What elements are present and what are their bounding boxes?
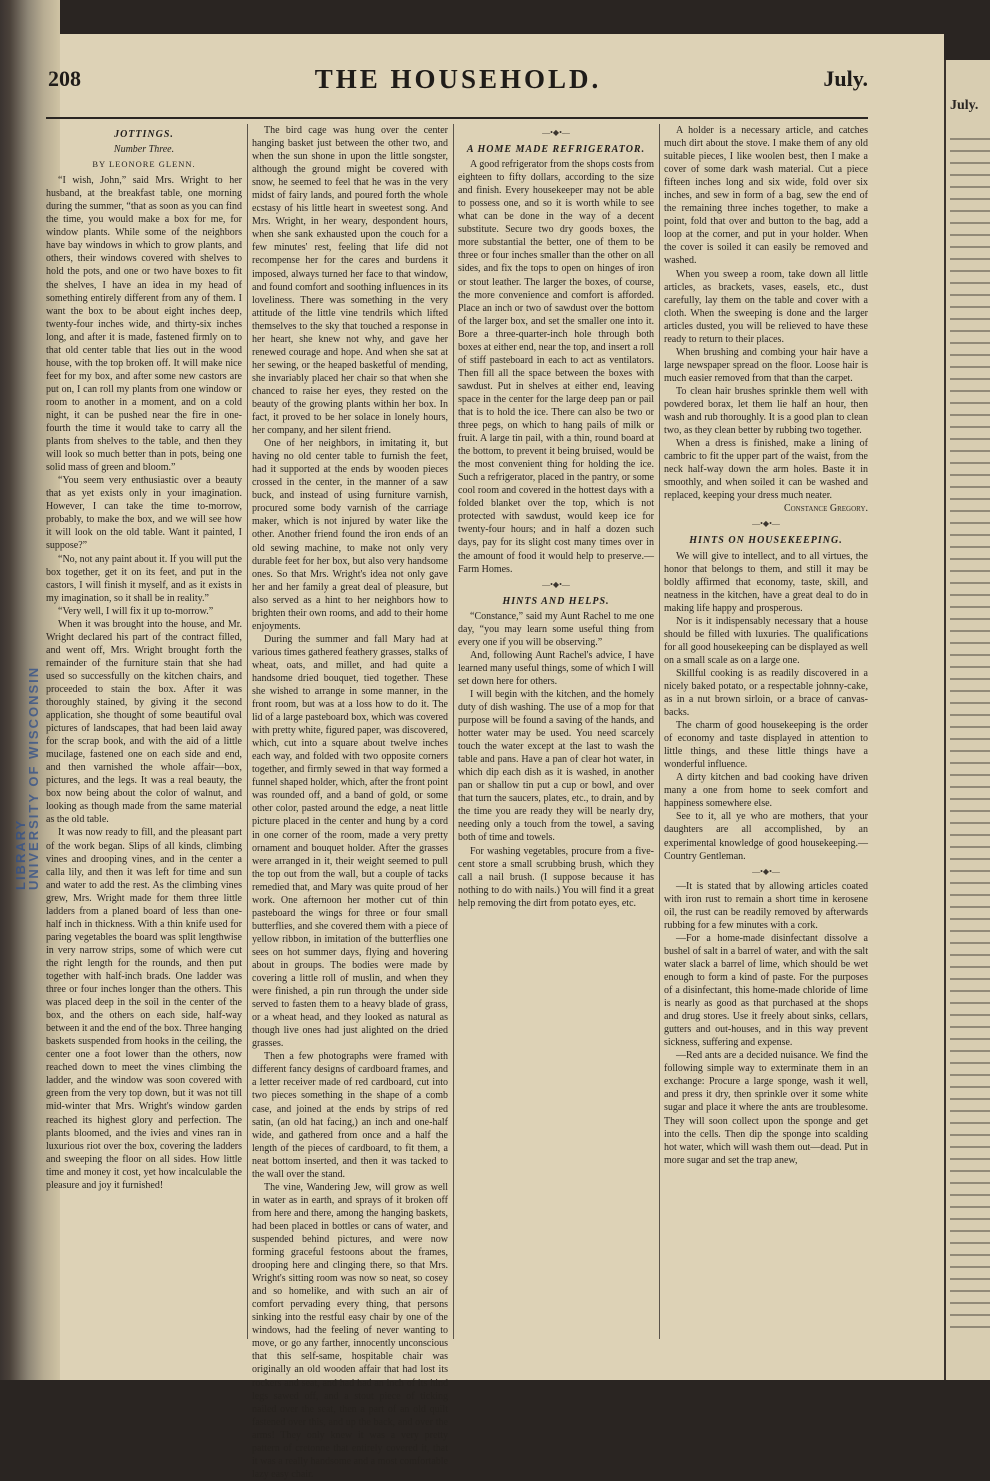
paragraph: —Red ants are a decided nuisance. We find the following simple way to exterminate them in an exchange: Procure a large sponge, wash it well, and press it dry, then sprinkle over it some white sugar and place it where the ants are troublesome. They will soon collect upon the sponge and get into the cells. Then dip the sponge into scalding hot water, which will wash them out—dead. Put in more sugar and set the trap anew,: [664, 1050, 868, 1166]
column-3: [458, 124, 654, 1339]
article-title-hints-helps: HINTS AND HELPS.: [502, 595, 610, 607]
next-page-header: July.: [950, 98, 979, 113]
paragraph: Nor is it indispensably necessary that a house should be filled with luxuries. The qualifications for all good housekeeping can be displayed as well on a small scale as on a large one.: [664, 615, 868, 666]
paragraph: We will give to intellect, and to all virtues, the honor that belongs to them, and still it may be boldly affirmed that economy, taste, skill, and neatness in the kitchen, have a great deal to do in making life happy and prosperous.: [664, 550, 868, 614]
paragraph: And, following Aunt Rachel's advice, I have learned many useful things, some of which I will set down here for others.: [458, 649, 654, 687]
paragraph: Then a few photographs were framed with different fancy designs of cardboard frames, and a letter receiver made of red cardboard, cut into two pieces something in the shape of a comb case, and joined at the ends by strips of red satin, (an old hat facing,) an inch and one-half wide, and gathered from once and a half the length of the pieces of cardboard, to fit them, a neat bottom inserted, and then it was tacked to the wall over the stand.: [252, 1051, 448, 1180]
next-page-edge: [944, 60, 990, 1380]
paragraph: For washing vegetables, procure from a five-cent store a small scrubbing brush, which they call a nail brush. (I suppose because it has nothing to do with nails.) You will find it a great help removing the dirt from potato eyes, etc.: [458, 845, 654, 909]
paragraph: The charm of good housekeeping is the order of economy and taste displayed in attention to little things, and these little things have a wonderful influence.: [664, 720, 868, 771]
masthead-title: THE HOUSEHOLD.: [314, 64, 602, 94]
paragraph: “No, not any paint about it. If you will put the box together, get it on its feet, and put in the castors, I will finish it myself, and as it exists in my imagination, so it shall be in reality.”: [46, 553, 242, 604]
paragraph: It was now ready to fill, and the pleasant part of the work began. Slips of all kinds, climbing vines and drooping vines, and in the center a calla lily, and then it was left for time and sun and water to add the rest. As the climbing vines grew, Mrs. Wright made for them three little ladders from a planed board of less than one-half inch in thickness. With a thin knife used for paring vegetables the board was split lengthwise in very narrow strips, some of which were cut the right length for the rounds, and then put together with half-inch brads. One ladder was three or four inches longer than the others. This was placed deep in the soil in the center of the box, and the others on each side, half-way between it and the end of the box. Three hanging baskets suspended from hooks in the ceiling, the center one a foot lower than the others, now reached down to meet the vines climbing the ladder, and the window was soon covered with green from the very top down, but it was not till mid-winter that Mrs. Wright's window garden reached its highest glory and perfection. The plants bloomed, and the ivies and vines ran in luxurious riot over the box, covering the ladders and sweeping the floor on all sides. How little time and money it cost, yet how incalculable the pleasure and joy it furnished!: [46, 827, 242, 1191]
column-rule: [659, 124, 660, 1339]
paragraph: “Constance,” said my Aunt Rachel to me one day, “you may learn some useful thing from every one if you will be observing.”: [458, 610, 654, 648]
byline: BY LEONORE GLENN.: [92, 159, 196, 170]
paragraph: When brushing and combing your hair have a large newspaper spread on the floor. Loose hair is much easier removed from that than the carpet.: [664, 346, 868, 384]
paragraph: —It is stated that by allowing articles coated with iron rust to remain a short time in kerosene oil, the rust can be readily removed by afterwards rubbing for a few minutes with a cork.: [664, 880, 868, 931]
paragraph: I will begin with the kitchen, and the homely duty of dish washing. The use of a mop for that purpose will be found a saving of the hands, and hotter water may be used. You need scarcely touch the water except at the last to wash the table and pans. Have a pan of clear hot water, in which dip each dish as it is washed, in another pan or shallow tin put a cup or bowl, and over that turn the saucers, plates, etc., to drain, and by the time you are ready they will be nearly dry, needing only a touch from the towel, a saving both of time and towels.: [458, 688, 654, 844]
column-rule: [453, 124, 454, 1339]
issue-month: July.: [823, 66, 868, 91]
paragraph: To clean hair brushes sprinkle them well with powdered borax, let them lie half an hour, then wash and rub thoroughly. It is a good plan to clean two, as they clean better by rubbing two together.: [664, 385, 868, 437]
column-4: [664, 124, 868, 1339]
paragraph: When you sweep a room, take down all little articles, as brackets, vases, easels, etc., dust carefully, lay them on the table and cover with a cloth. When the sweeping is done and the larger articles dusted, you will be relieved to have these ready to return to their places.: [664, 268, 868, 345]
paragraph: “Very well, I will fix it up to-morrow.”: [58, 605, 214, 617]
paragraph: A good refrigerator from the shops costs from eighteen to fifty dollars, according to the size and finish. Every housekeeper may not be able to possess one, and so it is worth while to see what can be done in the way of a decent substitute. Secure two dry goods boxes, the more substantial the better, one of them to be three or four inches smaller than the other on all sides, and fix the tops to open on hinges of iron or stout leather. The larger the boxes, of course, the more convenience and comfort is afforded. Place an inch or two of sawdust over the bottom of the larger box, and set the smaller one into it. Bore a three-quarter-inch hole through both boxes at either end, near the top, and insert a roll of stiff pasteboard in each to act as ventilators. Then fill all the space between the boxes with sawdust. Put in shelves at either end, leaving space in the center for the large deep pan or pail that is to hold the ice. There can also be two or three pegs, on which to hang pails of milk or fruit. A large tin pail, with a thin, round board at the bottom, to prevent it being bruised, would be the most convenient thing for holding the ice. Such a refrigerator, placed in the pantry, or some cool room and covered in the hottest days with a folded blanket over the top, which is not protected with sawdust, would keep ice for twenty-four hours; and in half a dozen such days, pay for its slight cost many times over in the amount of food it would help to preserve.—Farm Homes.: [458, 159, 654, 575]
page-header: [48, 66, 868, 106]
section-ornament: —•◆•—: [542, 579, 570, 589]
paragraph: A dirty kitchen and bad cooking have driven many a one from home to seek comfort and happiness somewhere else.: [664, 772, 868, 810]
paragraph: When it was brought into the house, and Mr. Wright declared his part of the contract filled, and went off, Mrs. Wright brought forth the remainder of the furniture stain that she had used so successfully on the kitchen chairs, and proceeded to stain the box. After it was thoroughly stained, by giving it the second application, she thought of some beautiful oval pictures of landscapes, that had been laid away for the scrap book, and with the aid of a little mucilage, fastened one on each side and end, and then varnished the whole affair—box, pictures, and the legs. It was a real beauty, the box now being about the color of walnut, and looking as though made from the same material as the old table.: [46, 618, 242, 826]
next-page-text-lines: [950, 138, 990, 1338]
paragraph: “I wish, John,” said Mrs. Wright to her husband, at the breakfast table, one morning during the summer, “that as soon as you can find the time, you would make a box for me, for window plants. While some of the neighbors have bay windows in which to grow plants, and others, their windows covered with shelves to hold the pots, and one or two have boxes to fit the shelves, I have an idea in my head of something entirely different from any of them. I want the box to be about eight inches deep, twenty-four inches wide, and thirty-six inches long, and after it is made, fastened firmly on to that old center table that lies out in the wood house, with the top broken off. It will make nice feet for my box, and after some new castors are put on, I can roll my plants from one window or room to another in a moment, and on a cold night, it can be pushed near the fire in one-fourth the time it would take to carry all the plants from shelves to the table, and then they will look so much better than in pots, being one solid mass of green and bloom.”: [46, 175, 242, 474]
article-title-jottings: JOTTINGS.: [114, 129, 174, 140]
paragraph: One of her neighbors, in imitating it, but having no old center table to furnish the feet, had it supported at the ends by wooden pieces crossed in the center, in the manner of a saw buck, and instead of using furniture varnish, procured some body varnish of the carriage maker, which is not injured by water like the other. Another friend found the iron ends of an old sewing machine, to make not only very durable feet for her box, but also very handsome ones. So that Mrs. Wright's idea not only gave her and her family a great deal of pleasure, but also served as a hint to her neighbors how to brighten their own rooms, and add to their home enjoyments.: [252, 438, 448, 632]
library-stamp: LIBRARY UNIVERSITY OF WISCONSIN: [13, 665, 41, 890]
paragraph: See to it, all ye who are mothers, that your daughters are all accomplished, by an experimental knowledge of good housekeeping.—Country Gentleman.: [664, 811, 868, 862]
paragraph: The bird cage was hung over the center hanging basket just between the other two, and when the sun shone in upon the little songster, although the ground might be covered with snow, he seemed to feel that he was in the very midst of fairy lands, and poured forth the whole ecstasy of his little heart in sweetest song. And Mrs. Wright, in her weary, despondent hours, when she sank exhausted upon the couch for a few minutes' rest, feeling that life did not recompense her for the cares and burdens it imposed, always turned her face to that window, and found comfort and soothing influences in its loveliness. There was something in the very attitude of the little vine tendrils which lifted themselves to the sky that touched a response in her heart, she knew not why, and gave her renewed courage and hope. And when she sat at her sewing, or the heaped basketful of mending, she invariably placed her chair so that when she chanced to raise her eyes, they rested on the beauty of the growing plants within her box. In fact, it proved to be her solace in lonely hours, her company, and her silent friend.: [252, 125, 448, 437]
header-rule: [46, 117, 868, 119]
column-1: [46, 124, 242, 1339]
paragraph: A holder is a necessary article, and catches much dirt about the stove. I make them of any old suitable pieces, I like woolen best, then I make a cover of some dark wash material. Cut a piece fifteen inches long and six wide, fold over six inches, and sew in form of a bag, sew the end of the remaining three inches together, to make a point, fold that over and button to the bag, add a loop at the corner, and put in your holder. When the cover is soiled it can easily be removed and washed.: [664, 125, 868, 267]
article-title-hints-housekeeping: HINTS ON HOUSEKEEPING.: [689, 535, 843, 547]
paragraph: Skillful cooking is as readily discovered in a nicely baked potato, or a respectable johnny-cake, as in a nut brown sirloin, or a brace of canvas-backs.: [664, 667, 868, 719]
paragraph: During the summer and fall Mary had at various times gathered feathery grasses, stalks of wheat, oats, and millet, and had quite a handsome dried bouquet, tied together. These she wished to arrange in some manner, in the front room, but was at a loss how to do it. The lid of a large pasteboard box, which was covered with pretty white, figured paper, was discovered, which, cut into a square about twelve inches each way, and folded with two opposite corners together, and firmly sewed in that way formed a funnel shaped holder, which, after the front point was rounded off, and a band of gold, or some other color, pasted around the edge, a neat little picture placed in the center and hung by a cord in one corner of the room, made a very pretty ornament and bouquet holder. After the grasses were arranged in it, their weight seemed to pull the top out from the wall, but a couple of tacks remedied that, and Mary was quite proud of her work. One afternoon her mother cut of thin pasteboard the wings for three or four small butterflies, and she covered them with a piece of yellow ribbon, in imitation of the butterflies one sees on hot summer days, flying and hovering about in groups. The bodies were made by covering a little roll of muslin, and when they were finished, a pin run through the under side served to fasten them to a heavy blade of grass, or a wheat head, and they looked as natural as though live ones had just alighted on the dried grasses.: [252, 633, 448, 1050]
paragraph: When a dress is finished, make a lining of cambric to fit the upper part of the waist, from the neck half-way down the arm holes. Baste it in smoothly, and when soiled it can be washed and replaced, keeping your dress much neater.: [664, 438, 868, 502]
section-ornament: —•◆•—: [752, 866, 780, 876]
signature: Constance Gregory.: [783, 503, 868, 515]
article-subtitle: Number Three.: [113, 144, 175, 156]
page-number: 208: [48, 66, 81, 91]
section-ornament: —•◆•—: [752, 519, 780, 529]
section-ornament: —•◆•—: [542, 128, 570, 137]
article-title-refrigerator: A HOME MADE REFRIGERATOR.: [466, 144, 646, 156]
paragraph: The vine, Wandering Jew, will grow as well in water as in earth, and sprays of it broken off from here and there, among the hanging baskets, had been placed in bottles or cans of water, and suspended behind pictures, and were now forming graceful festoons about the frames, drooping here and clinging there, so that Mrs. Wright's sitting room was now so neat, so cosey and so homelike, and with such an air of comfort pervading every thing, that persons sinking into the restful easy chair by one of the windows, had the feeling of never wanting to move, or go any farther, innocently unconscious that this self-same, hospitable chair was originally an old wooden affair that had lost its rockers and seat, and had had an inch of its hind legs sawed off, and a stout piece of ticking nailed over the seat, then a part of an old quilt fastened over this, and up the back, and over the arms! They only knew it was a very pretty pattern of cretonne that entirely covered it, that it was a really handsome and a most comfortable lazy easy chair.: [252, 1181, 448, 1480]
paragraph: “You seem very enthusiastic over a beauty that as yet exists only in your imagination. However, I can take the time to-morrow, probably, to make the box, and we will see how it will look on the old table. Want it painted, I suppose?”: [46, 475, 242, 552]
column-2: [252, 124, 448, 1480]
paragraph: —For a home-made disinfectant dissolve a bushel of salt in a barrel of water, and with the salt water slack a barrel of lime, which should be wet enough to form a kind of paste. For the purposes of a disinfectant, this home-made chloride of lime is nearly as good as that purchased at the shops and drug stores. Use it freely about sinks, cellars, gutters and out-houses, and in this way prevent sickness, suffering and expense.: [664, 932, 868, 1049]
column-rule: [247, 124, 248, 1339]
